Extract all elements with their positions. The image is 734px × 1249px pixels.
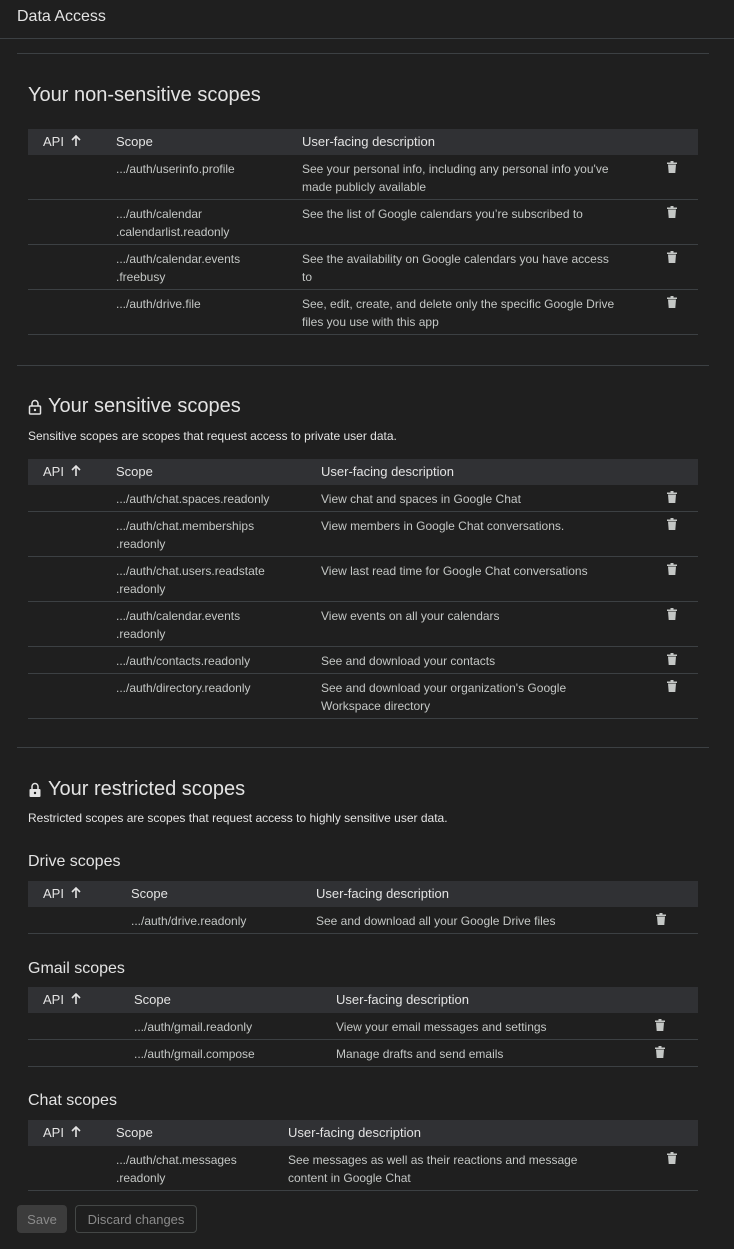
description-cell: View your email messages and settings <box>336 1020 547 1034</box>
scope-cell: .../auth/calendar .calendarlist.readonly <box>116 207 230 239</box>
sensitive-table <box>28 459 698 719</box>
sensitive-description: Sensitive scopes are scopes that request access to private user data. <box>28 429 397 443</box>
scope-cell: .../auth/gmail.readonly <box>134 1020 253 1034</box>
table-header <box>28 987 698 1013</box>
table-row <box>28 485 698 512</box>
description-cell: View last read time for Google Chat conversations <box>321 564 588 578</box>
description-cell: See and download your organization's Google Workspace directory <box>321 681 567 713</box>
divider <box>17 747 709 748</box>
api-column-header[interactable]: API <box>43 1125 82 1140</box>
lock-icon <box>28 782 42 798</box>
table-row <box>28 674 698 719</box>
table-header <box>28 129 698 155</box>
table-row <box>28 512 698 557</box>
description-cell: See the list of Google calendars you’re subscribed to <box>302 207 583 221</box>
non-sensitive-table <box>28 129 698 335</box>
scope-column-header: Scope <box>131 886 168 901</box>
page-title: Data Access <box>17 8 106 25</box>
table-row <box>28 155 698 200</box>
description-cell: See your personal info, including any personal info you've made publicly available <box>302 162 609 194</box>
scope-cell: .../auth/contacts.readonly <box>116 654 251 668</box>
gmail-scopes-table <box>28 987 698 1067</box>
table-row <box>28 1146 698 1191</box>
delete-icon[interactable] <box>667 608 677 620</box>
table-row <box>28 557 698 602</box>
restricted-description: Restricted scopes are scopes that request access to highly sensitive user data. <box>28 811 448 825</box>
table-row <box>28 245 698 290</box>
non-sensitive-title <box>28 84 261 107</box>
restricted-title <box>28 778 245 801</box>
section-title-label: Your sensitive scopes <box>48 395 241 417</box>
delete-icon[interactable] <box>667 653 677 665</box>
delete-icon[interactable] <box>667 491 677 503</box>
scope-column-header: Scope <box>134 992 171 1007</box>
description-cell: See and download all your Google Drive files <box>316 914 556 928</box>
api-column-header[interactable]: API <box>43 464 82 479</box>
lock-open-outline-icon <box>28 399 42 415</box>
top-bar <box>0 0 734 39</box>
section-title-label: Your non-sensitive scopes <box>28 84 261 106</box>
scope-cell: .../auth/chat.spaces.readonly <box>116 492 270 506</box>
scope-column-header: Scope <box>116 1125 153 1140</box>
description-cell: See, edit, create, and delete only the specific Google Drive files you use with this app <box>302 297 615 329</box>
save-button[interactable]: Save <box>17 1205 67 1233</box>
scope-cell: .../auth/calendar.events .readonly <box>116 609 241 641</box>
delete-icon[interactable] <box>667 563 677 575</box>
description-column-header: User-facing description <box>288 1125 421 1140</box>
description-cell: View members in Google Chat conversations. <box>321 519 565 533</box>
divider <box>17 53 709 54</box>
gmail-scopes-title: Gmail scopes <box>28 960 125 977</box>
table-row <box>28 602 698 647</box>
api-column-header[interactable]: API <box>43 134 82 149</box>
arrow-up-icon <box>70 465 82 477</box>
api-column-header[interactable]: API <box>43 886 82 901</box>
delete-icon[interactable] <box>667 206 677 218</box>
table-header <box>28 1120 698 1146</box>
delete-icon[interactable] <box>667 680 677 692</box>
delete-icon[interactable] <box>656 913 666 925</box>
drive-scopes-table <box>28 881 698 934</box>
scope-cell: .../auth/chat.messages .readonly <box>116 1153 237 1185</box>
description-cell: View chat and spaces in Google Chat <box>321 492 521 506</box>
chat-scopes-title: Chat scopes <box>28 1092 117 1109</box>
sensitive-title <box>28 395 241 418</box>
description-column-header: User-facing description <box>321 464 454 479</box>
arrow-up-icon <box>70 887 82 899</box>
delete-icon[interactable] <box>655 1019 665 1031</box>
description-cell: See and download your contacts <box>321 654 496 668</box>
discard-changes-button[interactable]: Discard changes <box>75 1205 197 1233</box>
arrow-up-icon <box>70 993 82 1005</box>
scope-cell: .../auth/chat.memberships .readonly <box>116 519 255 551</box>
delete-icon[interactable] <box>667 251 677 263</box>
description-column-header: User-facing description <box>302 134 435 149</box>
scope-cell: .../auth/gmail.compose <box>134 1047 255 1061</box>
scope-cell: .../auth/userinfo.profile <box>116 162 235 176</box>
drive-scopes-title: Drive scopes <box>28 853 121 870</box>
scope-column-header: Scope <box>116 134 153 149</box>
table-header <box>28 459 698 485</box>
description-cell: Manage drafts and send emails <box>336 1047 504 1061</box>
arrow-up-icon <box>70 1126 82 1138</box>
scope-cell: .../auth/directory.readonly <box>116 681 251 695</box>
table-header <box>28 881 698 907</box>
chat-scopes-table <box>28 1120 698 1191</box>
scope-cell: .../auth/chat.users.readstate .readonly <box>116 564 265 596</box>
description-cell: View events on all your calendars <box>321 609 500 623</box>
table-row <box>28 1013 698 1040</box>
scope-cell: .../auth/calendar.events .freebusy <box>116 252 241 284</box>
delete-icon[interactable] <box>667 518 677 530</box>
description-cell: See messages as well as their reactions and message content in Google Chat <box>288 1153 578 1185</box>
api-column-header[interactable]: API <box>43 992 82 1007</box>
divider <box>17 365 709 366</box>
table-row <box>28 200 698 245</box>
table-row <box>28 290 698 335</box>
section-title-label: Your restricted scopes <box>48 778 246 800</box>
description-cell: See the availability on Google calendars you have access to <box>302 252 609 284</box>
delete-icon[interactable] <box>667 161 677 173</box>
scope-column-header: Scope <box>116 464 153 479</box>
scope-cell: .../auth/drive.file <box>116 297 201 311</box>
delete-icon[interactable] <box>667 1152 677 1164</box>
table-row <box>28 907 698 934</box>
description-column-header: User-facing description <box>336 992 469 1007</box>
table-row <box>28 647 698 674</box>
scope-cell: .../auth/drive.readonly <box>131 914 247 928</box>
delete-icon[interactable] <box>667 296 677 308</box>
arrow-up-icon <box>70 135 82 147</box>
delete-icon[interactable] <box>655 1046 665 1058</box>
description-column-header: User-facing description <box>316 886 449 901</box>
table-row <box>28 1040 698 1067</box>
